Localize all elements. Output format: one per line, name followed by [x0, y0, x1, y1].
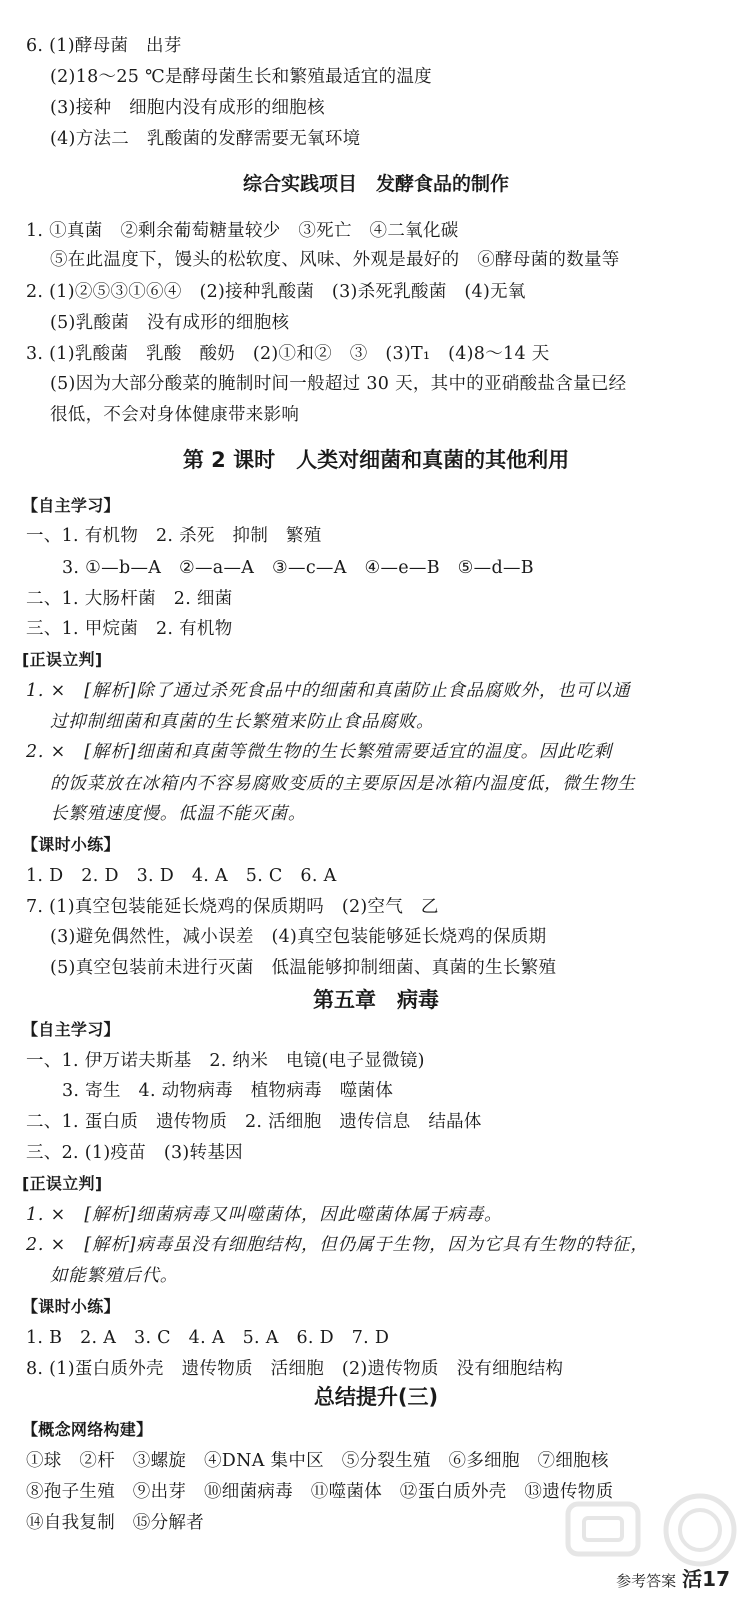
section-tag: 【概念网络构建】: [22, 1420, 153, 1439]
section-tag: 【自主学习】: [22, 496, 120, 515]
answer-line: (5)乳酸菌 没有成形的细胞核: [50, 313, 290, 333]
answer-line: 3. ①—b—A ②—a—A ③—c—A ④—e—B ⑤—d—B: [62, 558, 534, 578]
lesson-heading: 第 2 课时 人类对细菌和真菌的其他利用: [182, 448, 570, 472]
answer-line: 2. (1)②⑤③①⑥④ (2)接种乳酸菌 (3)杀死乳酸菌 (4)无氧: [26, 282, 526, 302]
answer-line: ⑭自我复制 ⑮分解者: [26, 1513, 204, 1533]
answer-line: ⑧孢子生殖 ⑨出芽 ⑩细菌病毒 ⑪噬菌体 ⑫蛋白质外壳 ⑬遗传物质: [26, 1482, 614, 1502]
answer-line: 8. (1)蛋白质外壳 遗传物质 活细胞 (2)遗传物质 没有细胞结构: [26, 1359, 564, 1379]
answer-line: 1. × [解析]除了通过杀死食品中的细菌和真菌防止食品腐败外，也可以通: [26, 681, 631, 701]
answer-line: 1. D 2. D 3. D 4. A 5. C 6. A: [26, 866, 337, 886]
answer-line: 3. (1)乳酸菌 乳酸 酸奶 (2)①和② ③ (3)T₁ (4)8～14 天: [26, 344, 550, 364]
section-tag: [正误立判]: [22, 1174, 103, 1193]
answer-line: 6. (1)酵母菌 出芽: [26, 36, 182, 56]
section-tag: 【自主学习】: [22, 1020, 120, 1039]
chapter-heading: 第五章 病毒: [313, 988, 439, 1012]
answer-line: (4)方法二 乳酸菌的发酵需要无氧环境: [50, 129, 361, 149]
summary-heading: 总结提升(三): [313, 1385, 439, 1409]
page-number: 活17: [682, 1567, 730, 1591]
answer-line: 一、1. 有机物 2. 杀死 抑制 繁殖: [26, 526, 322, 546]
section-heading: 综合实践项目 发酵食品的制作: [242, 173, 509, 195]
answer-line: 如能繁殖后代。: [50, 1266, 179, 1286]
answer-line: 2. × [解析]细菌和真菌等微生物的生长繁殖需要适宜的温度。因此吃剩: [26, 742, 613, 762]
answer-line: 2. × [解析]病毒虽没有细胞结构，但仍属于生物，因为它具有生物的特征，: [26, 1235, 649, 1255]
answer-line: 很低，不会对身体健康带来影响: [50, 405, 300, 425]
answer-line: 二、1. 蛋白质 遗传物质 2. 活细胞 遗传信息 结晶体: [26, 1112, 482, 1132]
answer-line: ⑤在此温度下，馒头的松软度、风味、外观是最好的 ⑥酵母菌的数量等: [50, 250, 620, 270]
answer-line: (5)真空包装前未进行灭菌 低温能够抑制细菌、真菌的生长繁殖: [50, 958, 557, 978]
answer-line: (3)接种 细胞内没有成形的细胞核: [50, 98, 325, 118]
section-tag: 【课时小练】: [22, 835, 120, 854]
answer-line: 3. 寄生 4. 动物病毒 植物病毒 噬菌体: [62, 1081, 394, 1101]
answer-line: (5)因为大部分酸菜的腌制时间一般超过 30 天，其中的亚硝酸盐含量已经: [50, 374, 627, 394]
section-tag: 【课时小练】: [22, 1297, 120, 1316]
footer-label: 参考答案: [616, 1572, 677, 1590]
answer-line: 三、1. 甲烷菌 2. 有机物: [26, 619, 233, 639]
answer-line: ①球 ②杆 ③螺旋 ④DNA 集中区 ⑤分裂生殖 ⑥多细胞 ⑦细胞核: [26, 1451, 609, 1471]
answer-line: 过抑制细菌和真菌的生长繁殖来防止食品腐败。: [50, 712, 435, 732]
answer-line: 1. ①真菌 ②剩余葡萄糖量较少 ③死亡 ④二氧化碳: [26, 221, 459, 241]
page-footer: [616, 1566, 730, 1594]
answer-line: 1. B 2. A 3. C 4. A 5. A 6. D 7. D: [26, 1328, 390, 1348]
answer-line: 1. × [解析]细菌病毒又叫噬菌体，因此噬菌体属于病毒。: [26, 1205, 503, 1225]
section-tag: [正误立判]: [22, 650, 103, 669]
answer-line: (2)18～25 ℃是酵母菌生长和繁殖最适宜的温度: [50, 67, 432, 87]
answer-line: 三、2. (1)疫苗 (3)转基因: [26, 1143, 243, 1163]
answer-line: 7. (1)真空包装能延长烧鸡的保质期吗 (2)空气 乙: [26, 897, 439, 917]
answer-line: 长繁殖速度慢。低温不能灭菌。: [50, 804, 307, 824]
answer-line: 二、1. 大肠杆菌 2. 细菌: [26, 589, 233, 609]
answer-line: 一、1. 伊万诺夫斯基 2. 纳米 电镜(电子显微镜): [26, 1051, 425, 1071]
answer-line: (3)避免偶然性，减小误差 (4)真空包装能够延长烧鸡的保质期: [50, 927, 547, 947]
answer-line: 的饭菜放在冰箱内不容易腐败变质的主要原因是冰箱内温度低，微生物生: [50, 774, 636, 794]
